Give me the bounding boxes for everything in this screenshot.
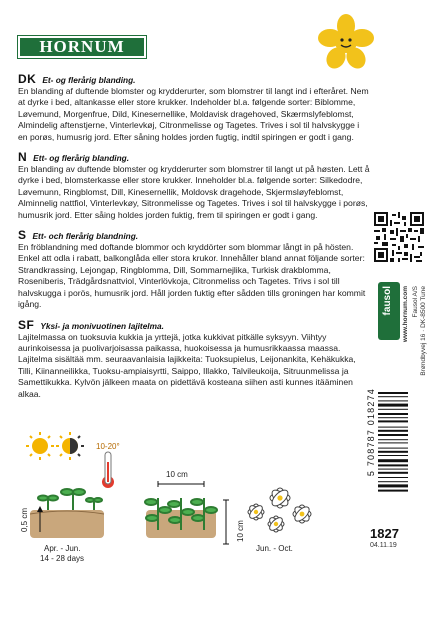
- section-subtitle: Ett- och flerårig blandning.: [32, 231, 139, 242]
- temperature-label: 10-20°: [96, 442, 120, 451]
- fausol-badge: [378, 282, 400, 340]
- depth-label: 0,5 cm: [20, 507, 29, 532]
- company-text: Fausol A/S: [412, 286, 419, 318]
- language-code: DK: [18, 72, 37, 86]
- section-header: [18, 150, 370, 164]
- thinning-panel: [145, 481, 229, 544]
- website-text: www.hornum.com: [402, 286, 409, 343]
- section-dk: [18, 72, 370, 143]
- header-band: [0, 0, 430, 68]
- address-text: Brøndbyvej 16 · DK-8500 Tune: [420, 286, 427, 376]
- section-body: Lajitelmassa on tuoksuvia kukkia ja yrttejä, jotka kukkivat pitkälle syksyyn. Viihtyy aurinkoisessa ja puolivarjoisassa paikassa, huokoisessa ja humusrikkaassa maassa. Lajitelma sisältää mm. seuraavanlaisia lajikkeita: Tuoksupielus, Leijonankita, Kehäkukka, Tilli, Kiinanneilikka, Tuoksu-ampiaisyrtti, Saippo, Illakko, Talvileukoija, Sitruunmelissa ja Samettikukka. Kylvön jälkeen maata on pidettävä kosteana siihen asti kunnes itääminen alkaa.: [18, 331, 356, 399]
- section-sf: [18, 318, 370, 400]
- section-s: [18, 228, 370, 310]
- language-code: S: [18, 228, 27, 243]
- germination-label: 14 - 28 days: [40, 554, 85, 563]
- flower-logo-icon: [318, 14, 374, 70]
- section-header: [18, 318, 370, 332]
- brand-logo: HORNUM: [18, 36, 146, 58]
- section-header: [18, 228, 370, 242]
- flowering-panel: [248, 487, 312, 532]
- sow-time-label: Apr. - Jun.: [44, 544, 81, 553]
- spacing-side-label: 10 cm: [236, 520, 245, 542]
- product-code: 1827: [370, 526, 399, 541]
- barcode-icon: [378, 390, 408, 518]
- barcode-digits: 5 708787 018274: [366, 388, 376, 477]
- description-column: [18, 72, 370, 407]
- spacing-top-label: 10 cm: [166, 470, 188, 479]
- section-body: En fröblandning med doftande blommor och kryddörter som blommar långt in på hösten. Enkel att odla i rabatt, balkonglåda eller stora krukor. Innehåller bland annat följande sorter: Strandkrassing, Lejongap, Ringblomma, Dill, Sommarnejlika, Turkisk drakblomma, Roseniberis, Trädgårdsnattviol, Vinterlövkoja, Citronmeliss och Tagetes. Trivs i sol till halvskugga i porös, humusrik jord. Håll jorden fuktig efter sådden tills groningen har kommit igång.: [18, 242, 366, 310]
- section-body: En blanding av duftende blomster og krydderurter som blomstrer til langt ut på høsten. Lett å dyrke i bed, blomsterkasse eller store krukker. Inneholder bl.a. følgende sorter: Silkedodre, Løvemunn, Ringblomst, Dill, Kinesernellik, Moldovsk dragehode, Skjermsløyfeblomst, Alminnelig nattfiol, Vinterlevkøy, Sitronmelisse og Tagetes. Trives i sol til halvskygge i porøs, humusrik jord. Etter såing holdes jorden fuktig, frem til spiringen er godt i gang.: [18, 164, 370, 220]
- sowing-illustration: [18, 432, 368, 572]
- section-subtitle: Et- og flerårig blanding.: [42, 75, 136, 85]
- language-code: SF: [18, 317, 35, 332]
- language-code: N: [18, 150, 28, 165]
- section-subtitle: Ett- og flerårig blanding.: [33, 153, 130, 164]
- sowing-panel: [30, 452, 114, 538]
- full-sun-icon: [26, 432, 54, 460]
- bloom-time-label: Jun. - Oct.: [256, 544, 293, 553]
- fausol-label: fausol: [382, 286, 393, 316]
- section-header: [18, 72, 370, 86]
- section-subtitle: Yksi- ja monivuotinen lajitelma.: [40, 320, 164, 331]
- print-date: 04.11.19: [370, 542, 397, 549]
- half-shade-icon: [56, 432, 84, 460]
- qr-code-icon: [374, 212, 424, 262]
- section-n: [18, 150, 370, 221]
- section-body: En blanding af duftende blomster og krydderurter, som blomstrer til langt ind i efteråret. Nem at dyrke i bed, altankasse eller store krukker. Indeholder bl.a. følgende sorter: Biblomme, Løvemund, Morgenfrue, Dild, Kinesernellike, Moldavisk dragehoved, Skærmslyfeblomst, Almindelig aftenstjerne, Vinterlevkøj, Citronmelisse og Tagetes. Trives i sol til halvskygge i en porøs, humusrig jord. Efter såning holdes jorden fugtig, indtil spiringen er godt i gang.: [18, 86, 369, 142]
